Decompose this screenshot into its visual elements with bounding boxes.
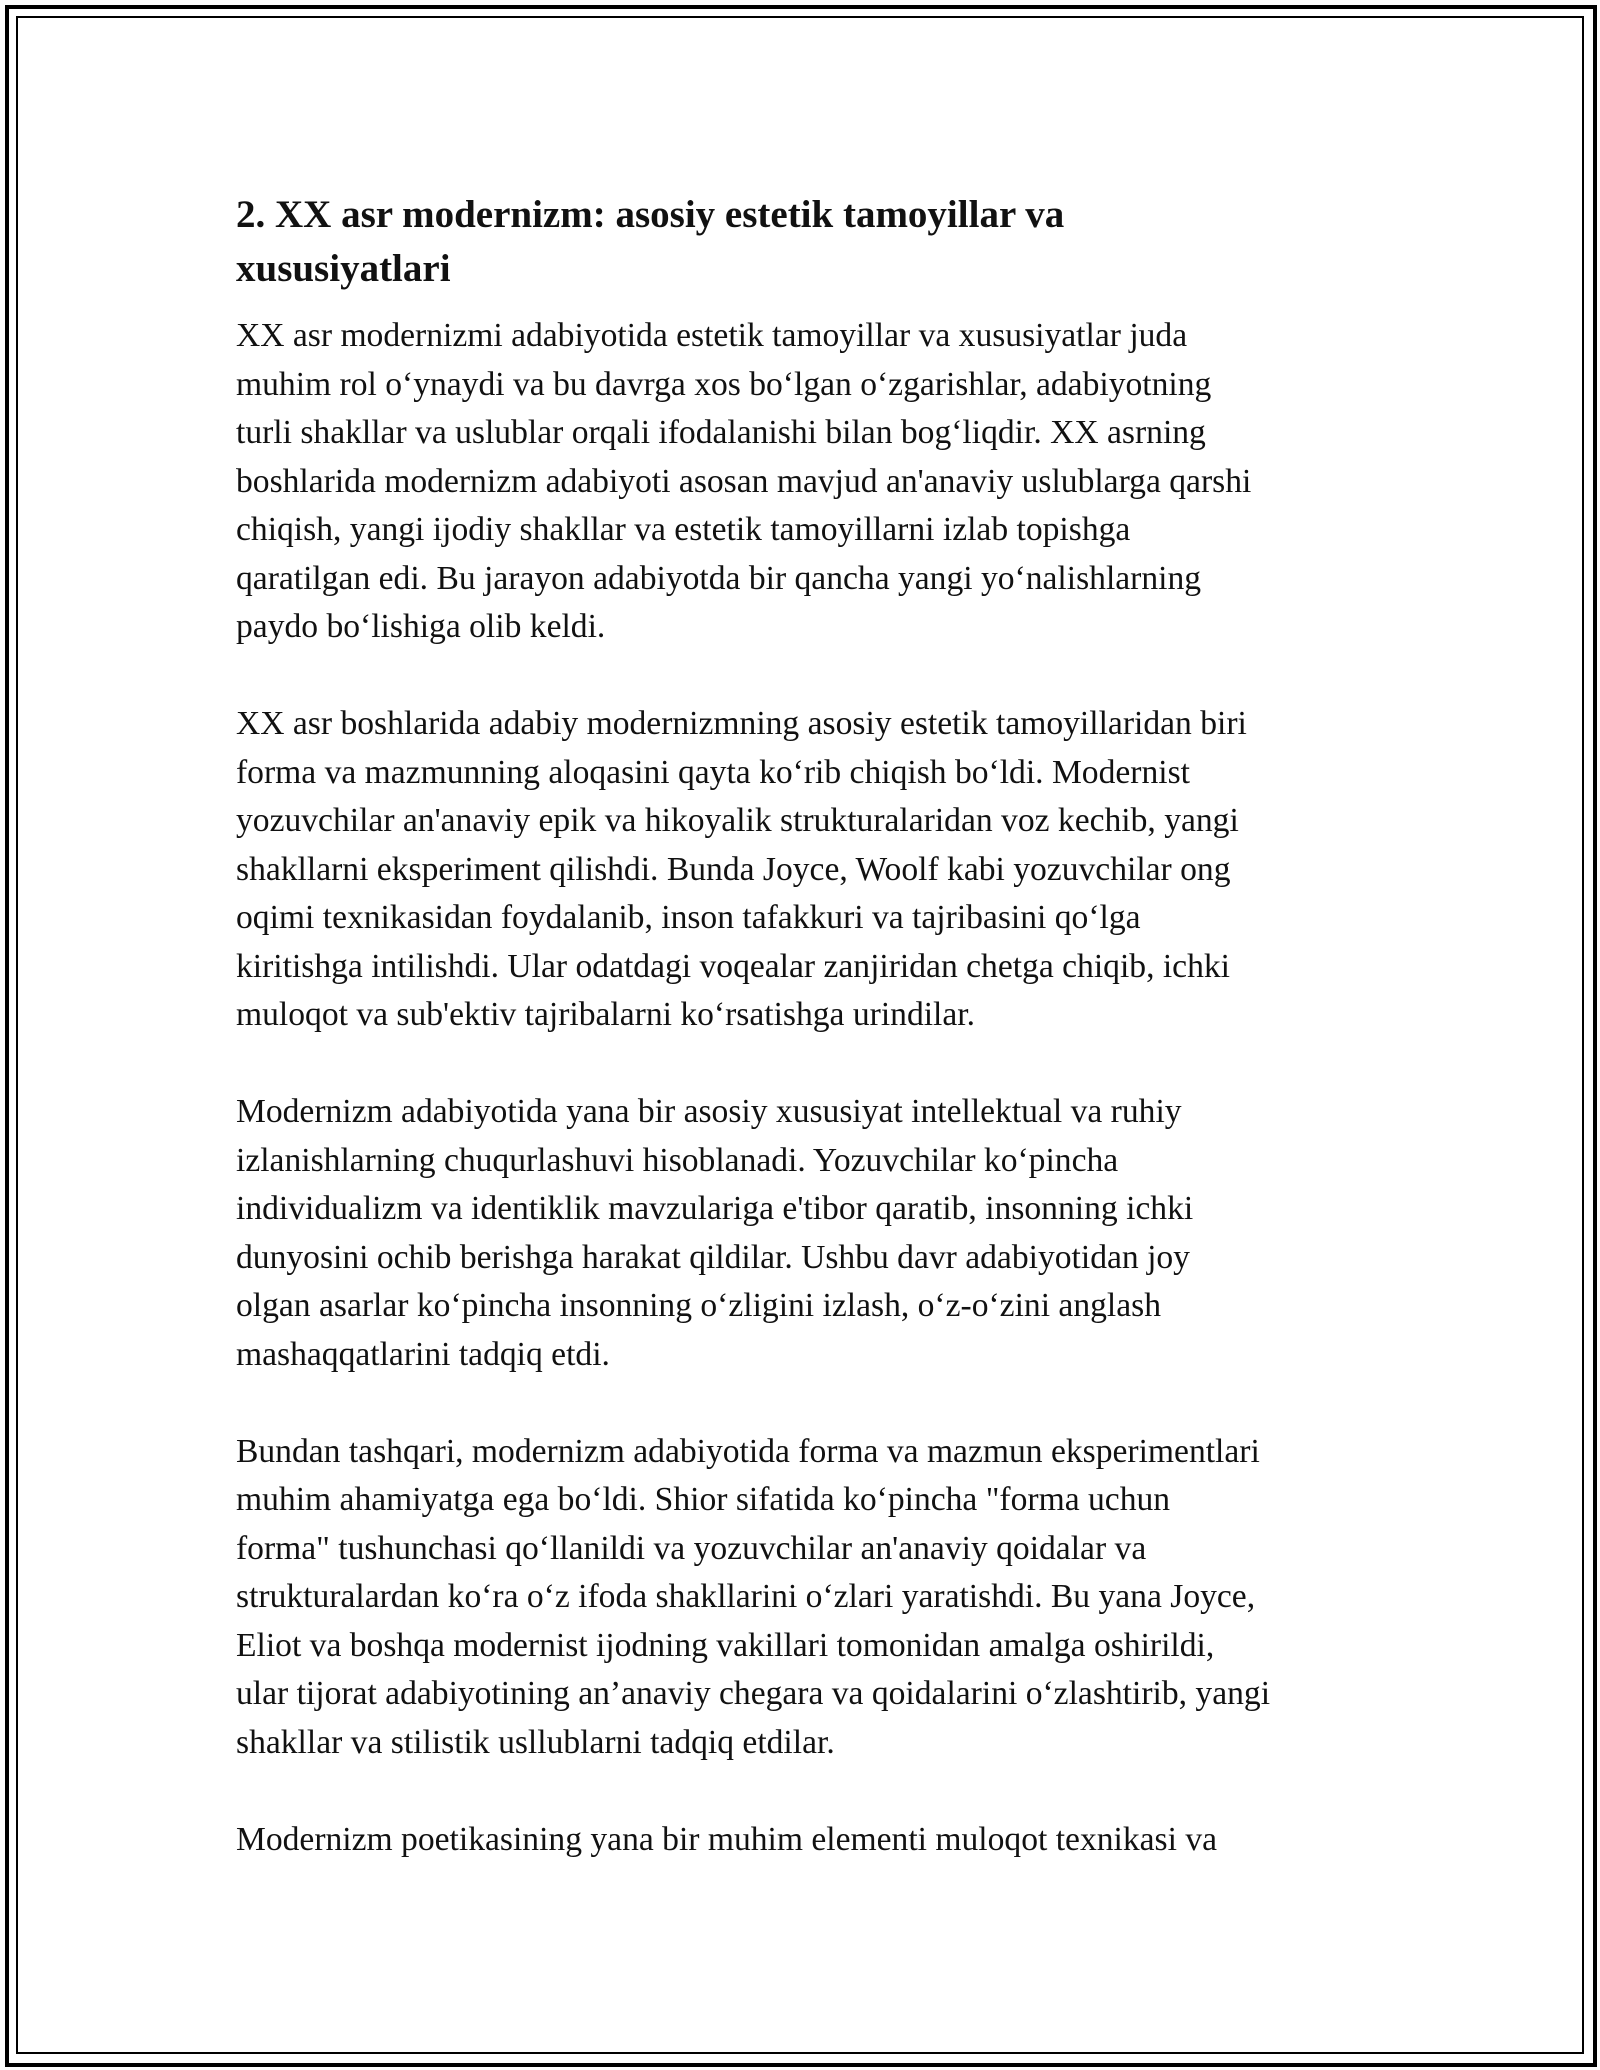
text-line: mashaqqatlarini tadqiq etdi. (236, 1335, 610, 1373)
text-line: yozuvchilar an'anaviy epik va hikoyalik strukturalaridan voz kechib, yangi (236, 802, 1239, 839)
document-body (236, 188, 1396, 1913)
text-line: shakllarni eksperiment qilishdi. Bunda Joyce, Woolf kabi yozuvchilar ong (236, 850, 1231, 888)
text-line: paydo bo‘lishiga olib keldi. (236, 608, 606, 645)
text-line: individualizm va identiklik mavzulariga e'tibor qaratib, insonning ichki (236, 1190, 1194, 1227)
text-line: muloqot va sub'ektiv tajribalarni ko‘rsatishga urindilar. (236, 996, 976, 1033)
text-line: shakllar va stilistik usllublarni tadqiq etdilar. (236, 1723, 835, 1761)
text-line: oqimi texnikasidan foydalanib, inson tafakkuri va tajribasini qo‘lga (236, 899, 1141, 936)
text-line: chiqish, yangi ijodiy shakllar va estetik tamoyillarni izlab topishga (236, 511, 1131, 548)
text-line: dunyosini ochib berishga harakat qildilar. Ushbu davr adabiyotidan joy (236, 1238, 1190, 1276)
text-line: Bundan tashqari, modernizm adabiyotida forma va mazmun eksperimentlari (236, 1432, 1260, 1470)
text-line: olgan asarlar ko‘pincha insonning o‘zligini izlash, o‘z-o‘zini anglash (236, 1287, 1161, 1324)
text-line: ular tijorat adabiyotining an’anaviy chegara va qoidalarini o‘zlashtirib, yangi (236, 1675, 1271, 1712)
text-line: izlanishlarning chuqurlashuvi hisoblanadi. Yozuvchilar ko‘pincha (236, 1141, 1119, 1179)
text-line: forma va mazmunning aloqasini qayta ko‘rib chiqish bo‘ldi. Modernist (236, 753, 1190, 791)
text-line: strukturalardan ko‘ra o‘z ifoda shakllarini o‘zlari yaratishdi. Bu yana Joyce, (236, 1578, 1256, 1615)
text-line: kiritishga intilishdi. Ular odatdagi voqealar zanjiridan chetga chiqib, ichki (236, 947, 1230, 985)
text-line: muhim ahamiyatga ega bo‘ldi. Shior sifatida ko‘pincha "forma uchun (236, 1481, 1171, 1518)
text-line: XX asr modernizmi adabiyotida estetik tamoyillar va xususiyatlar juda (236, 317, 1188, 354)
text-line: Modernizm poetikasining yana bir muhim elementi muloqot texnikasi va (236, 1820, 1218, 1858)
heading-line: 2. XX asr modernizm: asosiy estetik tamoyillar va (236, 193, 1065, 236)
text-line: turli shakllar va uslublar orqali ifodalanishi bilan bog‘liqdir. XX asrning (236, 414, 1206, 451)
text-line: XX asr boshlarida adabiy modernizmning asosiy estetik tamoyillaridan biri (236, 705, 1247, 742)
text-line: muhim rol o‘ynaydi va bu davrga xos bo‘lgan o‘zgarishlar, adabiyotning (236, 365, 1212, 403)
text-line: qaratilgan edi. Bu jarayon adabiyotda bir qancha yangi yo‘nalishlarning (236, 559, 1202, 597)
text-line: forma" tushunchasi qo‘llanildi va yozuvchilar an'anaviy qoidalar va (236, 1529, 1147, 1567)
paragraph-3 (236, 1088, 1396, 1379)
paragraph-4 (236, 1428, 1396, 1768)
paragraph-5 (236, 1816, 1396, 1865)
paragraph-2 (236, 700, 1396, 1040)
section-heading (236, 188, 1396, 296)
text-line: Modernizm adabiyotida yana bir asosiy xususiyat intellektual va ruhiy (236, 1093, 1182, 1130)
heading-line: xususiyatlari (236, 247, 451, 290)
text-line: boshlarida modernizm adabiyoti asosan mavjud an'anaviy uslublarga qarshi (236, 462, 1252, 500)
paragraph-1 (236, 312, 1396, 652)
text-line: Eliot va boshqa modernist ijodning vakillari tomonidan amalga oshirildi, (236, 1626, 1215, 1664)
